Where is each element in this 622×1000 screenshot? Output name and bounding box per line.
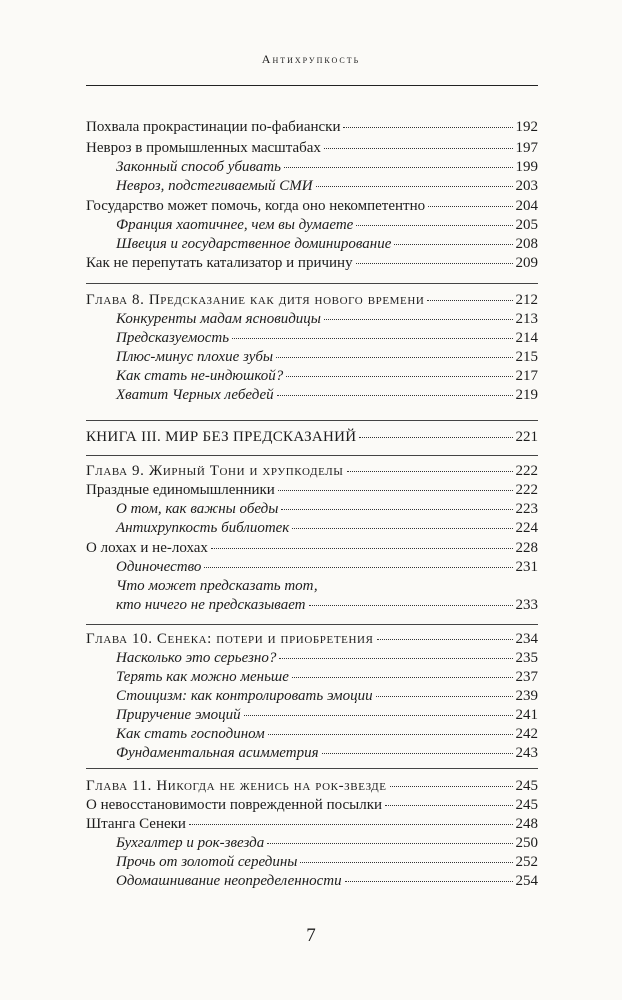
toc-entry-page: 212 xyxy=(515,292,538,308)
leader-dots xyxy=(211,548,513,549)
toc-entry-page: 239 xyxy=(515,688,538,704)
toc-entry xyxy=(86,539,538,557)
toc-entry-page: 245 xyxy=(515,778,538,794)
toc-entry-page: 243 xyxy=(515,745,538,761)
toc-entry xyxy=(86,796,538,814)
toc-entry-page: 235 xyxy=(515,650,538,666)
toc-subentry xyxy=(116,872,538,890)
toc-entry-title: Франция хаотичнее, чем вы думаете xyxy=(116,217,354,233)
leader-dots xyxy=(343,127,512,128)
leader-dots xyxy=(279,658,512,659)
toc-entry-title: Антихрупкость библиотек xyxy=(116,520,290,536)
toc-entry-page: 228 xyxy=(515,540,538,556)
toc-entry-page: 250 xyxy=(515,835,538,851)
toc-entry-page: 192 xyxy=(515,119,538,135)
toc-entry-page: 217 xyxy=(515,368,538,384)
leader-dots xyxy=(324,148,513,149)
leader-dots xyxy=(356,225,512,226)
header-rule xyxy=(86,85,538,86)
toc-entry-title: Похвала прокрастинации по-фабиански xyxy=(86,119,341,135)
toc-entry-page: 203 xyxy=(515,178,538,194)
toc-entry-page: 245 xyxy=(515,797,538,813)
toc-entry-title: Одиночество xyxy=(116,559,202,575)
toc-subentry xyxy=(116,853,538,871)
toc-entry-title: Глава 11. Никогда не женись на рок-звезде xyxy=(86,778,387,794)
toc-entry-title: Прочь от золотой середины xyxy=(116,854,298,870)
toc-entry-title: Предсказуемость xyxy=(116,330,230,346)
toc-entry-page: 254 xyxy=(515,873,538,889)
leader-dots xyxy=(278,490,513,491)
toc-chapter xyxy=(86,630,538,648)
toc-entry-page: 231 xyxy=(515,559,538,575)
toc-entry-title: Законный способ убивать xyxy=(116,159,281,175)
leader-dots xyxy=(427,300,512,301)
toc-entry-page: 215 xyxy=(515,349,538,365)
toc-entry-page: 234 xyxy=(515,631,538,647)
leader-dots xyxy=(322,753,513,754)
leader-dots xyxy=(309,605,513,606)
toc-entry-title: Приручение эмоций xyxy=(116,707,241,723)
toc-subentry xyxy=(116,706,538,724)
leader-dots xyxy=(276,357,512,358)
toc-chapter xyxy=(86,462,538,480)
toc-entry-title: Терять как можно меньше xyxy=(116,669,289,685)
toc-entry-title: Невроз, подстегиваемый СМИ xyxy=(116,178,313,194)
toc-subentry xyxy=(116,744,538,762)
toc-subentry xyxy=(116,348,538,366)
toc-entry-page: 213 xyxy=(515,311,538,327)
section-divider xyxy=(86,768,538,769)
leader-dots xyxy=(345,881,513,882)
toc-subentry xyxy=(116,500,538,518)
toc-subentry xyxy=(116,235,538,253)
toc-subentry xyxy=(116,177,538,195)
leader-dots xyxy=(376,696,513,697)
toc-entry-title: Плюс-минус плохие зубы xyxy=(116,349,274,365)
leader-dots xyxy=(390,786,513,787)
toc-subentry-first-line: Что может предсказать тот, xyxy=(116,578,318,594)
toc-entry-title: Как стать господином xyxy=(116,726,265,742)
leader-dots xyxy=(324,319,513,320)
toc-subentry xyxy=(116,649,538,667)
section-divider xyxy=(86,283,538,284)
toc-subentry xyxy=(116,558,538,576)
toc-subentry xyxy=(116,386,538,404)
toc-entry-title: Государство может помочь, когда оно некомпетентно xyxy=(86,198,426,214)
toc-entry-page: 222 xyxy=(515,463,538,479)
toc-entry-title: Конкуренты мадам ясновидицы xyxy=(116,311,321,327)
leader-dots xyxy=(284,167,513,168)
leader-dots xyxy=(300,862,512,863)
toc-entry-title: кто ничего не предсказывает xyxy=(116,597,306,613)
toc-entry-title: Глава 10. Сенека: потери и приобретения xyxy=(86,631,374,647)
toc-chapter xyxy=(86,291,538,309)
toc-subentry xyxy=(116,834,538,852)
leader-dots xyxy=(204,567,512,568)
toc-subentry xyxy=(116,310,538,328)
leader-dots xyxy=(428,206,512,207)
toc-entry-page: 237 xyxy=(515,669,538,685)
toc-entry-page: 208 xyxy=(515,236,538,252)
toc-entry-page: 214 xyxy=(515,330,538,346)
toc-book xyxy=(86,428,538,446)
toc-entry-title: Насколько это серьезно? xyxy=(116,650,277,666)
leader-dots xyxy=(394,244,512,245)
toc-entry-title: Праздные единомышленники xyxy=(86,482,275,498)
toc-entry-title: Штанга Сенеки xyxy=(86,816,186,832)
toc-entry xyxy=(86,815,538,833)
toc-entry-page: 197 xyxy=(515,140,538,156)
leader-dots xyxy=(268,734,513,735)
toc-subentry xyxy=(116,596,538,614)
toc-entry-title: Невроз в промышленных масштабах xyxy=(86,140,321,156)
toc-entry-title: Швеция и государственное доминирование xyxy=(116,236,392,252)
toc-entry-title: КНИГА III. МИР БЕЗ ПРЕДСКАЗАНИЙ xyxy=(86,429,357,445)
toc-entry xyxy=(86,481,538,499)
toc-entry-page: 219 xyxy=(515,387,538,403)
toc-subentry xyxy=(116,519,538,537)
leader-dots xyxy=(281,509,512,510)
leader-dots xyxy=(356,263,513,264)
toc-entry xyxy=(86,197,538,215)
toc-chapter xyxy=(86,777,538,795)
toc-entry xyxy=(86,139,538,157)
toc-entry-page: 241 xyxy=(515,707,538,723)
toc-entry-page: 224 xyxy=(515,520,538,536)
toc-subentry xyxy=(116,158,538,176)
toc-entry-page: 209 xyxy=(515,255,538,271)
toc-entry-page: 221 xyxy=(515,429,538,445)
toc-entry-title: Хватит Черных лебедей xyxy=(116,387,274,403)
leader-dots xyxy=(347,471,513,472)
toc-entry-page: 223 xyxy=(515,501,538,517)
toc-entry-title: Как не перепутать катализатор и причину xyxy=(86,255,353,271)
leader-dots xyxy=(385,805,512,806)
toc-entry-title: О невосстановимости поврежденной посылки xyxy=(86,797,383,813)
section-divider xyxy=(86,455,538,456)
toc-entry-title: Бухгалтер и рок-звезда xyxy=(116,835,265,851)
running-header: Антихрупкость xyxy=(261,52,361,66)
toc-entry-title: Фундаментальная асимметрия xyxy=(116,745,319,761)
toc-entry-title: Стоицизм: как контролировать эмоции xyxy=(116,688,373,704)
toc-entry-title: Глава 9. Жирный Тони и хрупкоделы xyxy=(86,463,344,479)
leader-dots xyxy=(277,395,513,396)
toc-entry xyxy=(86,118,538,136)
leader-dots xyxy=(232,338,512,339)
toc-subentry xyxy=(116,216,538,234)
leader-dots xyxy=(316,186,513,187)
toc-entry-page: 248 xyxy=(515,816,538,832)
toc-entry-page: 252 xyxy=(515,854,538,870)
toc-entry-page: 205 xyxy=(515,217,538,233)
leader-dots xyxy=(377,639,513,640)
leader-dots xyxy=(286,376,512,377)
toc-subentry xyxy=(116,725,538,743)
toc-entry-title: Одомашнивание неопределенности xyxy=(116,873,342,889)
section-divider xyxy=(86,420,538,421)
section-divider xyxy=(86,624,538,625)
toc-subentry xyxy=(116,687,538,705)
leader-dots xyxy=(292,677,513,678)
leader-dots xyxy=(359,437,512,438)
leader-dots xyxy=(267,843,512,844)
leader-dots xyxy=(292,528,512,529)
toc-subentry xyxy=(116,367,538,385)
leader-dots xyxy=(189,824,513,825)
toc-subentry xyxy=(116,329,538,347)
toc-entry-title: Как стать не-индюшкой? xyxy=(116,368,284,384)
toc-entry-page: 199 xyxy=(515,159,538,175)
toc-entry-page: 233 xyxy=(515,597,538,613)
toc-entry-title: О том, как важны обеды xyxy=(116,501,279,517)
toc-entry xyxy=(86,254,538,272)
leader-dots xyxy=(244,715,513,716)
toc-entry-page: 204 xyxy=(515,198,538,214)
toc-subentry xyxy=(116,668,538,686)
toc-entry-page: 242 xyxy=(515,726,538,742)
page-number: 7 xyxy=(306,925,316,946)
toc-entry-title: О лохах и не-лохах xyxy=(86,540,208,556)
toc-entry-page: 222 xyxy=(515,482,538,498)
toc-entry-title: Глава 8. Предсказание как дитя нового времени xyxy=(86,292,425,308)
